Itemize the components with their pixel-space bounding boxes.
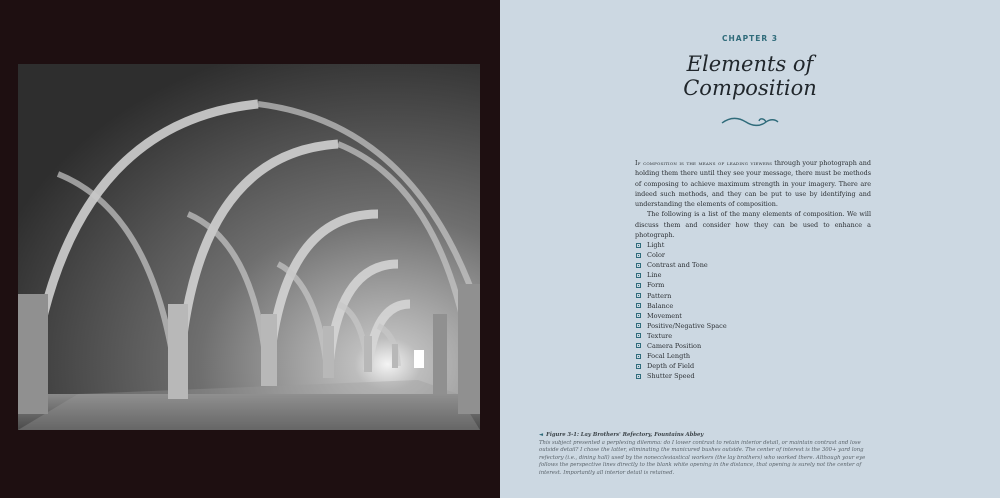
- bullet-icon: [636, 343, 641, 348]
- list-item: Focal Length: [636, 351, 727, 361]
- list-item: Depth of Field: [636, 361, 727, 371]
- list-item: Positive/Negative Space: [636, 321, 727, 331]
- bullet-icon: [636, 253, 641, 258]
- chapter-title: [500, 52, 1000, 100]
- intro-text: [635, 158, 871, 240]
- title-line-2: Composition: [683, 76, 817, 100]
- bullet-icon: [636, 374, 641, 379]
- bullet-icon: [636, 263, 641, 268]
- elements-list: [636, 240, 727, 381]
- title-line-1: Elements of: [686, 52, 814, 76]
- list-item: Color: [636, 250, 727, 260]
- list-item: Shutter Speed: [636, 371, 727, 381]
- bullet-icon: [636, 333, 641, 338]
- bullet-icon: [636, 273, 641, 278]
- list-item: Line: [636, 270, 727, 280]
- list-item: Light: [636, 240, 727, 250]
- bullet-icon: [636, 283, 641, 288]
- left-arrow-icon: ◄: [539, 432, 544, 438]
- list-item: Movement: [636, 311, 727, 321]
- list-item: Contrast and Tone: [636, 260, 727, 270]
- bullet-icon: [636, 293, 641, 298]
- bullet-icon: [636, 354, 641, 359]
- arches-illustration: [18, 64, 480, 430]
- flourish-icon: [720, 115, 780, 129]
- bullet-icon: [636, 303, 641, 308]
- caption-heading: [539, 432, 874, 440]
- bullet-icon: [636, 313, 641, 318]
- intro-paragraph-1: [635, 158, 871, 209]
- intro-rest: through your photograph and holding them there until they see your message, there must be methods of composing to achieve maximum strength in your imagery. There are indeed such methods, and they can be put to use by identifying and understanding the elements of composition.: [635, 159, 871, 209]
- bullet-icon: [636, 323, 641, 328]
- list-item: Balance: [636, 301, 727, 311]
- caption-text: This subject presented a perplexing dilemma: do I lower contrast to retain interior detail, or maintain contrast and lose outside detail? I chose the latter, eliminating the manicured bushes outside. The center of interest is the 300+ yard long refectory (i.e., dining hall) used by the nonecclesiastical workers (the lay brothers) who worked there. Although your eye follows the perspective lines directly to the blank white opening in the distance, that opening is surely not the center of interest. Importantly all interior detail is retained.: [539, 439, 866, 476]
- refectory-photo: [18, 64, 480, 430]
- list-item: Camera Position: [636, 341, 727, 351]
- list-item: Texture: [636, 331, 727, 341]
- caption-title: Figure 3-1: Lay Brothers' Refectory, Fountains Abbey: [546, 432, 704, 438]
- bullet-icon: [636, 243, 641, 248]
- intro-paragraph-2: The following is a list of the many elements of composition. We will discuss them and consider how they can be used to enhance a photograph.: [635, 210, 871, 240]
- chapter-label: CHAPTER 3: [722, 34, 778, 43]
- list-item: Form: [636, 280, 727, 290]
- list-item: Pattern: [636, 290, 727, 300]
- right-page: [500, 0, 1000, 498]
- figure-caption: [539, 432, 874, 478]
- bullet-icon: [636, 364, 641, 369]
- intro-lead: If composition is the means of leading viewers: [635, 159, 773, 167]
